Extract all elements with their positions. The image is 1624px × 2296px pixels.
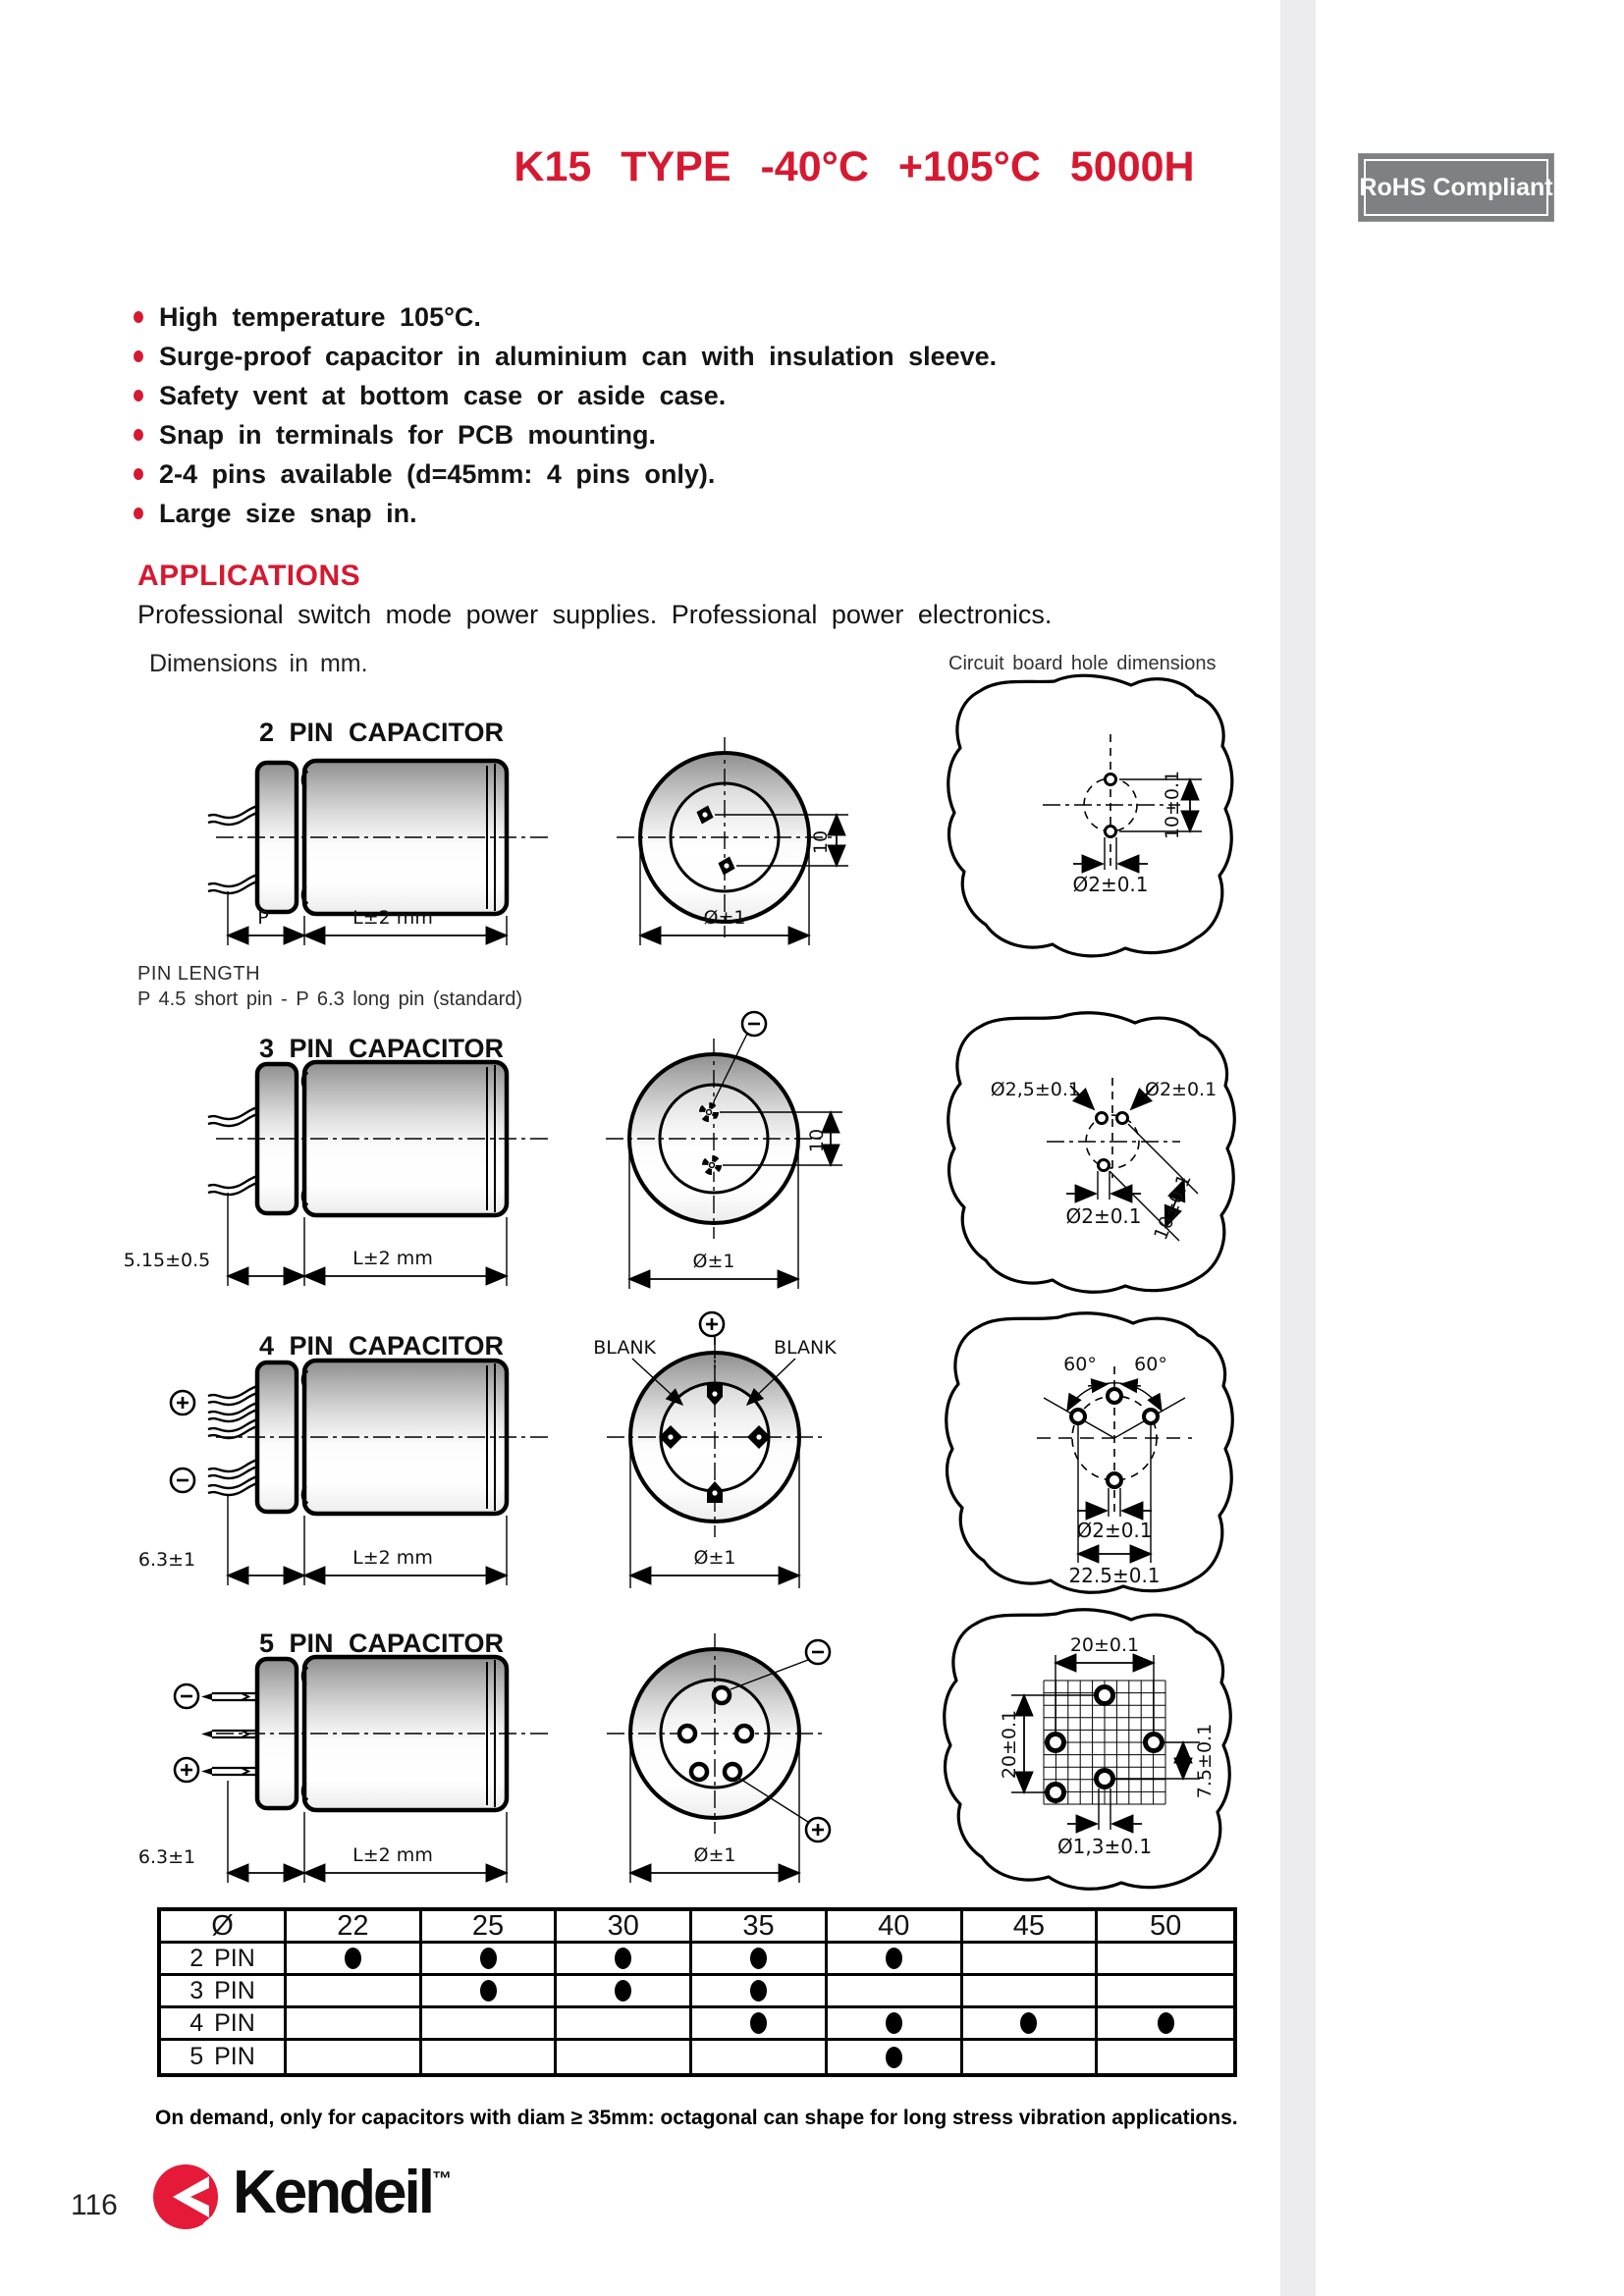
trademark-symbol: ™ [431, 2168, 452, 2190]
3pin-board-diagram [948, 1013, 1235, 1293]
availability-dot [750, 1948, 767, 1969]
bullet-icon [134, 429, 143, 441]
bullet-icon [134, 468, 143, 480]
pin-availability-table [157, 1907, 1237, 2077]
feature-item [134, 297, 997, 337]
dim-label-dia: Ø±1 [693, 1547, 736, 1569]
4pin-side-view [138, 1361, 552, 1585]
rohs-badge-label: RoHS Compliant [1359, 173, 1553, 201]
section-title-4pin: 4 PIN CAPACITOR [259, 1331, 505, 1361]
brand-name: Kendeil [233, 2159, 432, 2226]
section-title-5pin: 5 PIN CAPACITOR [259, 1629, 505, 1658]
table-row-label: 5 PIN [161, 2041, 287, 2073]
dim-label-pitch: 10 [810, 829, 832, 855]
table-cell [828, 2041, 963, 2073]
dim-label-length: L±2 mm [352, 1844, 433, 1866]
dim-label-p: 6.3±1 [137, 1846, 196, 1868]
availability-dot [886, 2012, 902, 2034]
page-number: 116 [71, 2189, 118, 2221]
2pin-board-diagram [948, 675, 1232, 956]
dim-label-length: L±2 mm [352, 907, 433, 929]
2pin-side-view [208, 761, 552, 945]
table-header-cell: 50 [1098, 1911, 1233, 1944]
table-cell [287, 2041, 422, 2073]
pin-length-detail: P 4.5 short pin - P 6.3 long pin (standard) [137, 988, 523, 1010]
table-cell [828, 2008, 963, 2041]
board-height-label: 20±0.1 [999, 1709, 1020, 1780]
table-cell [692, 1976, 828, 2008]
availability-dot [886, 2047, 902, 2068]
availability-dot [886, 1948, 902, 1969]
availability-dot [1158, 2012, 1174, 2034]
board-width-label: 20±0.1 [1069, 1634, 1140, 1656]
availability-dot [345, 1948, 361, 1969]
dimensions-note: Dimensions in mm. [149, 650, 368, 677]
feature-item [134, 337, 997, 376]
table-cell [287, 2008, 422, 2041]
table-cell [1098, 2008, 1233, 2041]
3pin-front-view [606, 1012, 842, 1289]
dim-label-dia: Ø±1 [693, 1844, 736, 1866]
5pin-front-view [607, 1633, 830, 1883]
feature-text: 2-4 pins available (d=45mm: 4 pins only). [159, 458, 716, 489]
dim-label-dia: Ø±1 [703, 907, 746, 929]
board-hole-bottom-label: Ø2±0.1 [1065, 1204, 1142, 1228]
feature-text: High temperature 105°C. [159, 301, 481, 332]
feature-list [134, 297, 997, 533]
dim-label-pitch: 10 [806, 1128, 828, 1153]
board-hole-label: Ø1,3±0.1 [1056, 1835, 1153, 1858]
5pin-board-diagram [945, 1610, 1231, 1890]
4pin-board-diagram [947, 1313, 1233, 1593]
2pin-front-view [617, 737, 848, 945]
dim-label-dia: Ø±1 [692, 1251, 735, 1272]
table-cell [557, 2008, 692, 2041]
bullet-icon [134, 311, 143, 323]
pin-length-title: PIN LENGTH [137, 963, 261, 985]
availability-dot [1020, 2012, 1037, 2034]
availability-dot [480, 1980, 497, 2002]
board-pitch-label: 10±0.1 [1150, 1171, 1196, 1244]
brand-wordmark [233, 2158, 452, 2227]
dim-label-p: 6.3±1 [137, 1549, 196, 1571]
table-row-label: 2 PIN [161, 1944, 287, 1976]
rohs-badge [1358, 153, 1554, 222]
table-cell [692, 2041, 828, 2073]
table-header-cell: 30 [557, 1911, 692, 1944]
table-cell [963, 1944, 1099, 1976]
table-cell [557, 1944, 692, 1976]
board-hole-label: Ø2±0.1 [1076, 1519, 1153, 1542]
availability-dot [480, 1948, 497, 1969]
applications-heading: APPLICATIONS [137, 560, 361, 592]
page-title: K15 TYPE -40°C +105°C 5000H [514, 143, 1195, 190]
table-cell [287, 1944, 422, 1976]
kendeil-logo-icon [152, 2163, 219, 2230]
table-cell [692, 1944, 828, 1976]
angle-label-right: 60° [1134, 1354, 1167, 1375]
applications-text: Professional switch mode power supplies. Professional power electronics. [137, 600, 1053, 629]
table-header-dia: Ø [161, 1911, 287, 1944]
table-cell [963, 2008, 1099, 2041]
table-header-cell: 35 [692, 1911, 828, 1944]
table-cell [1098, 2041, 1233, 2073]
table-row-label: 3 PIN [161, 1976, 287, 2008]
footnote: On demand, only for capacitors with diam ≥ 35mm: octagonal can shape for long stress vibration applications. [155, 2107, 1238, 2129]
dim-label-length: L±2 mm [352, 1547, 433, 1569]
board-hole-large-label: Ø2,5±0.1 [990, 1079, 1080, 1100]
table-cell [287, 1976, 422, 2008]
bullet-icon [134, 350, 143, 362]
section-title-3pin: 3 PIN CAPACITOR [259, 1034, 505, 1063]
table-header-cell: 22 [287, 1911, 422, 1944]
availability-dot [615, 1948, 631, 1969]
board-hole-label: Ø2±0.1 [1145, 1079, 1218, 1100]
feature-text: Large size snap in. [159, 498, 417, 528]
board-pitch-label: 10±0.1 [1162, 770, 1183, 840]
availability-dot [750, 1980, 767, 2002]
table-cell [828, 1976, 963, 2008]
dim-label-length: L±2 mm [352, 1248, 433, 1269]
table-row-label: 4 PIN [161, 2008, 287, 2041]
table-cell [1098, 1944, 1233, 1976]
availability-dot [615, 1980, 631, 2002]
board-hole-label: Ø2±0.1 [1072, 873, 1149, 896]
feature-text: Snap in terminals for PCB mounting. [159, 419, 657, 450]
bullet-icon [134, 390, 143, 401]
feature-text: Surge-proof capacitor in aluminium can with insulation sleeve. [159, 341, 998, 371]
section-title-2pin: 2 PIN CAPACITOR [259, 718, 505, 747]
table-cell [692, 2008, 828, 2041]
circuit-board-note: Circuit board hole dimensions [948, 653, 1217, 674]
table-cell [1098, 1976, 1233, 2008]
board-pitch-label: 22.5±0.1 [1068, 1564, 1161, 1587]
availability-dot [750, 2012, 767, 2034]
feature-item [134, 494, 997, 533]
feature-text: Safety vent at bottom case or aside case. [159, 380, 727, 410]
4pin-front-view [593, 1312, 837, 1588]
table-header-cell: 25 [422, 1911, 558, 1944]
3pin-side-view [124, 1062, 552, 1286]
table-cell [422, 2041, 558, 2073]
table-header-cell: 45 [963, 1911, 1099, 1944]
feature-item [134, 454, 997, 494]
feature-item [134, 415, 997, 454]
table-cell [422, 1944, 558, 1976]
bullet-icon [134, 507, 143, 519]
table-cell [557, 2041, 692, 2073]
table-cell [557, 1976, 692, 2008]
table-cell [963, 2041, 1099, 2073]
dim-label-p: P [257, 907, 269, 929]
table-cell [963, 1976, 1099, 2008]
table-cell [422, 2008, 558, 2041]
5pin-side-view [138, 1657, 552, 1883]
blank-label-left: BLANK [593, 1337, 656, 1359]
blank-label-right: BLANK [774, 1337, 837, 1359]
feature-item [134, 376, 997, 415]
angle-label-left: 60° [1063, 1354, 1097, 1375]
table-header-cell: 40 [828, 1911, 963, 1944]
table-cell [422, 1976, 558, 2008]
board-offset-label: 7.5±0.1 [1194, 1723, 1216, 1799]
page-margin-strip [1280, 0, 1316, 2296]
table-cell [828, 1944, 963, 1976]
rohs-badge-frame [1359, 159, 1553, 216]
dim-label-p: 5.15±0.5 [123, 1250, 211, 1271]
